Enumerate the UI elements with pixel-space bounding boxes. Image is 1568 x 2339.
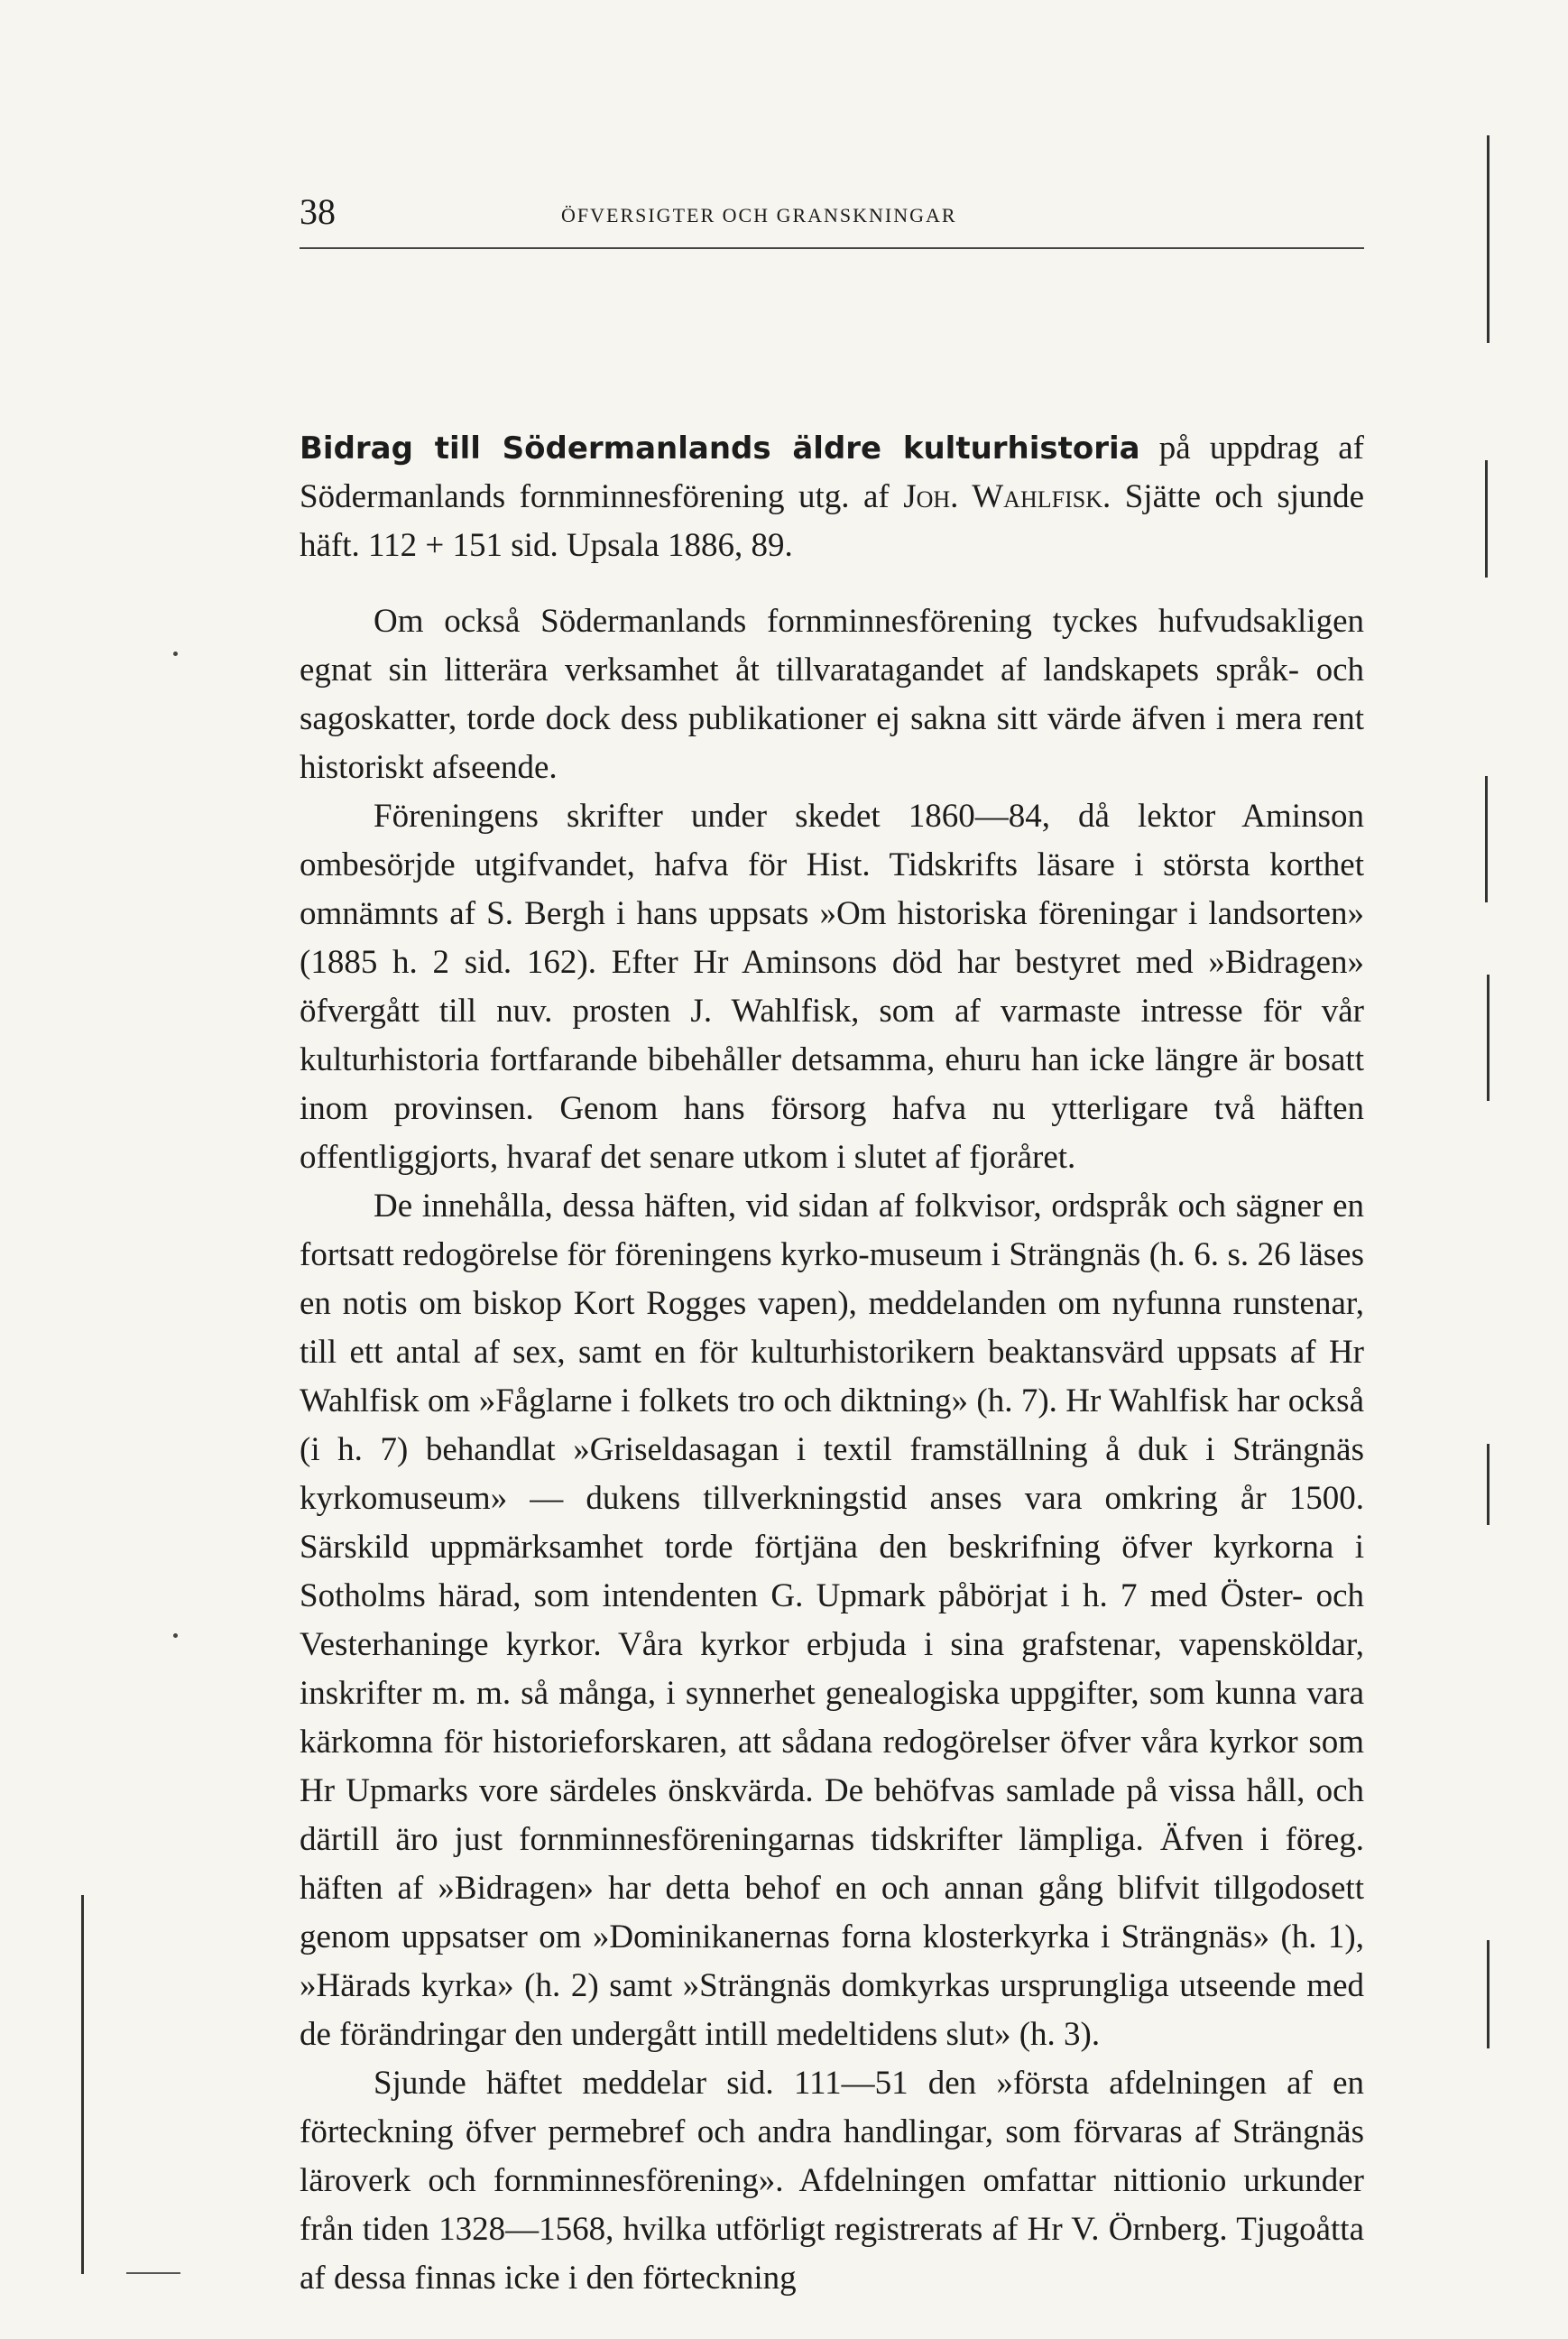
body-paragraph-3: De innehålla, dessa häften, vid sidan af folkvisor, ordspråk och sägner en fortsatt redogörelse för föreningens kyrko-museum i Strängnäs (h. 6. s. 26 läses en notis om biskop Kort Rogges vapen), meddelanden om nyfunna runstenar, till ett antal af sex, samt en för kulturhistorikern beaktansvärd uppsats af Hr Wahlfisk om »Fåglarne i folkets tro och diktning» (h. 7). Hr Wahlfisk har också (i h. 7) behandlat »Griseldasagan i textil framställning å duk i Strängnäs kyrkomuseum» — dukens tillverkningstid anses vara omkring år 1500. Särskild uppmärksamhet torde förtjäna den beskrifning öfver kyrkorna i Sotholms härad, som intendenten G. Upmark påbörjat i h. 7 med Öster- och Vesterhaninge kyrkor. Våra kyrkor erbjuda i sina grafstenar, vapensköldar, inskrifter m. m. så många, i synnerhet genealogiska uppgifter, som kunna vara kärkomna för historieforskaren, att sådana redogörelser öfver våra kyrkor som Hr Upmarks vore särdeles önskvärda. De behöfvas samlade på vissa håll, och därtill äro just fornminnesföreningarnas tidskrifter lämpliga. Äfven i föreg. häften af »Bidragen» har detta behof en och annan gång blifvit tillgodosett genom uppsatser om »Dominikanernas forna klosterkyrka i Strängnäs» (h. 1), »Härads kyrka» (h. 2) samt »Strängnäs domkyrkas ursprungliga utseende med de förändringar den undergått intill medeltidens slut» (h. 3). [300,1188,1364,2053]
review-editor: Joh. Wahlfisk [903,478,1102,515]
running-head: ÖFVERSIGTER OCH GRANSKNINGAR [561,204,957,227]
right-margin-line-2 [1485,460,1488,578]
margin-dot-2 [173,1633,178,1638]
right-margin-line-6 [1487,1940,1490,2048]
right-margin-line-3 [1485,776,1488,902]
margin-dot-1 [173,652,178,656]
right-margin-line-1 [1487,135,1490,343]
review-article [300,424,1364,2303]
left-corner-dash [126,2272,180,2274]
page-number: 38 [300,191,336,232]
review-title-details-2: . Sjätte och sjunde häft. 112 + 151 sid. Upsala 1886, 89. [300,478,1364,564]
body-paragraph-4: Sjunde häftet meddelar sid. 111—51 den »första afdelningen af en förteckning öfver permebref och andra handlingar, som förvaras af Strängnäs läroverk och fornminnesförening». Afdelningen omfattar nittionio urkunder från tiden 1328—1568, hvilka utförligt registrerats af Hr V. Örnberg. Tjugoåtta af dessa finnas icke i den förteckning [300,2065,1364,2297]
body-paragraph-2: Föreningens skrifter under skedet 1860—84, då lektor Aminson ombesörjde utgifvandet, hafva för Hist. Tidskrifts läsare i största korthet omnämnts af S. Bergh i hans uppsats »Om historiska föreningar i landsorten» (1885 h. 2 sid. 162). Efter Hr Aminsons död har bestyret med »Bidragen» öfvergått till nuv. prosten J. Wahlfisk, som af varmaste intresse för vår kulturhistoria fortfarande bibehåller detsamma, ehuru han icke längre är bosatt inom provinsen. Genom hans försorg hafva nu ytterligare två häften offentliggjorts, hvaraf det senare utkom i slutet af fjoråret. [300,798,1364,1176]
right-margin-line-5 [1487,1444,1490,1525]
review-title: Bidrag till Södermanlands äldre kulturhistoria [300,430,1140,467]
page-header [300,185,1364,239]
right-margin-line-4 [1487,975,1490,1101]
body-paragraph-1: Om också Södermanlands fornminnesförening tyckes hufvudsakligen egnat sin litterära verksamhet åt tillvaratagandet af landskapets språk- och sagoskatter, torde dock dess publikationer ej sakna sitt värde äfven i mera rent historiskt afseende. [300,603,1364,786]
review-title-details-1: på uppdrag af Södermanlands fornminnesförening utg. af [300,430,1364,515]
header-rule [300,247,1364,249]
left-corner-line [81,1895,84,2274]
review-heading [300,424,1364,570]
